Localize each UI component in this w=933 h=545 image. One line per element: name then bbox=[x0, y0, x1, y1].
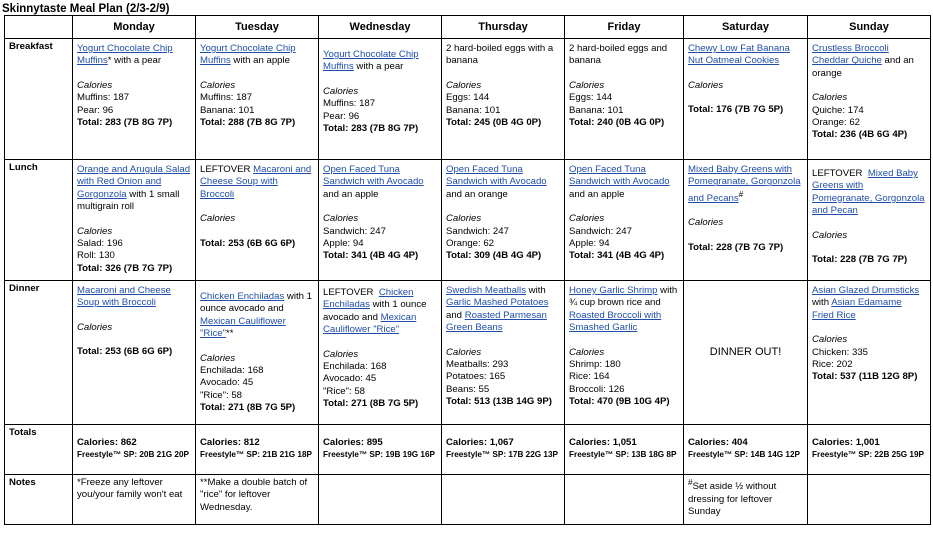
meal-text: with ¾ cup brown rice and bbox=[569, 285, 678, 309]
calories-label: Calories bbox=[688, 79, 724, 91]
recipe-link[interactable]: Mexican Cauliflower "Rice" bbox=[323, 311, 417, 336]
calories-label: Calories bbox=[569, 213, 605, 225]
calorie-line: "Rice": 58 bbox=[323, 385, 366, 397]
meal-total: Total: 228 (7B 7G 7P) bbox=[812, 254, 908, 266]
row-label-totals: Totals bbox=[5, 425, 73, 475]
note-text: Set aside ½ without dressing for leftover Sunday bbox=[688, 481, 777, 517]
meal-total: Total: 470 (9B 10G 4P) bbox=[569, 396, 670, 408]
meal-total: Total: 271 (8B 7G 5P) bbox=[323, 398, 419, 410]
notes-row bbox=[5, 475, 931, 525]
meal-total: Total: 245 (0B 4G 0P) bbox=[446, 117, 542, 129]
meal-text: and bbox=[446, 309, 465, 321]
calories-label: Calories bbox=[200, 352, 236, 364]
calories-label: Calories bbox=[446, 346, 482, 358]
recipe-link[interactable]: Macaroni and Cheese Soup with Broccoli bbox=[77, 285, 171, 309]
day-header-wednesday: Wednesday bbox=[319, 16, 442, 39]
note-monday: *Freeze any leftover you/your family won't eat bbox=[73, 475, 196, 525]
breakfast-monday bbox=[73, 39, 196, 160]
meal-text: with bbox=[526, 285, 546, 296]
day-calories: Calories: 812 bbox=[200, 437, 260, 448]
meal-text: and an orange bbox=[812, 55, 914, 79]
totals-monday bbox=[73, 425, 196, 475]
lunch-friday bbox=[565, 160, 684, 281]
row-label-lunch: Lunch bbox=[5, 160, 73, 281]
calories-label: Calories bbox=[77, 79, 113, 91]
calorie-line: Muffins: 187 bbox=[323, 98, 376, 110]
dinner-row bbox=[5, 281, 931, 425]
day-smartpoints: Freestyle™ SP: 20B 21G 20P bbox=[77, 450, 189, 460]
row-label-notes: Notes bbox=[5, 475, 73, 525]
meal-total: Total: 309 (4B 4G 4P) bbox=[446, 250, 542, 262]
recipe-link[interactable]: Orange and Arugula Salad with Red Onion and Gorgonzola bbox=[77, 164, 191, 200]
day-header-sunday: Sunday bbox=[808, 16, 931, 39]
recipe-link[interactable]: Open Faced Tuna Sandwich with Avocado bbox=[569, 164, 670, 188]
calorie-line: Orange: 62 bbox=[812, 117, 861, 129]
meal-text: with bbox=[812, 297, 832, 309]
calorie-line: Potatoes: 165 bbox=[446, 371, 506, 383]
breakfast-row bbox=[5, 39, 931, 160]
day-smartpoints: Freestyle™ SP: 19B 19G 16P bbox=[323, 450, 435, 460]
calorie-line: Sandwich: 247 bbox=[569, 225, 632, 237]
meal-text: * with a pear bbox=[107, 55, 162, 67]
lunch-row bbox=[5, 160, 931, 281]
meal-text: with 1 ounce avocado and bbox=[323, 299, 427, 323]
recipe-link[interactable]: Asian Glazed Drumsticks bbox=[812, 285, 920, 296]
calorie-line: Rice: 164 bbox=[569, 371, 610, 383]
meal-text: and an apple bbox=[323, 188, 379, 200]
note-thursday bbox=[442, 475, 565, 525]
totals-sunday bbox=[808, 425, 931, 475]
lunch-saturday bbox=[684, 160, 808, 281]
day-smartpoints: Freestyle™ SP: 13B 18G 8P bbox=[569, 450, 677, 460]
dinner-tuesday bbox=[196, 281, 319, 425]
recipe-link[interactable]: Chicken Enchiladas bbox=[200, 291, 285, 302]
calorie-line: Broccoli: 126 bbox=[569, 383, 625, 395]
calorie-line: Eggs: 144 bbox=[446, 92, 490, 104]
recipe-link[interactable]: Garlic Mashed Potatoes bbox=[446, 297, 549, 309]
day-calories: Calories: 1,067 bbox=[446, 437, 514, 448]
day-header-thursday: Thursday bbox=[442, 16, 565, 39]
breakfast-saturday bbox=[684, 39, 808, 160]
note-tuesday: **Make a double batch of "rice" for leftover Wednesday. bbox=[196, 475, 319, 525]
recipe-link[interactable]: Macaroni and Cheese Soup with Broccoli bbox=[200, 164, 312, 200]
calories-label: Calories bbox=[569, 346, 605, 358]
calories-label: Calories bbox=[200, 213, 236, 225]
calories-label: Calories bbox=[812, 334, 848, 346]
recipe-link[interactable]: Yogurt Chocolate Chip Muffins bbox=[200, 43, 296, 67]
breakfast-thursday bbox=[442, 39, 565, 160]
meal-text: 2 hard-boiled eggs with a banana bbox=[446, 43, 554, 67]
meal-total: Total: 228 (7B 7G 7P) bbox=[688, 241, 784, 253]
calorie-line: Avocado: 45 bbox=[200, 377, 254, 389]
calories-label: Calories bbox=[77, 225, 113, 237]
meal-total: Total: 253 (6B 6G 6P) bbox=[77, 346, 173, 358]
day-calories: Calories: 862 bbox=[77, 437, 137, 448]
calorie-line: Salad: 196 bbox=[77, 238, 123, 250]
corner-cell bbox=[5, 16, 73, 39]
totals-tuesday bbox=[196, 425, 319, 475]
meal-text: 2 hard-boiled eggs and banana bbox=[569, 43, 668, 67]
day-header-monday: Monday bbox=[73, 16, 196, 39]
day-smartpoints: Freestyle™ SP: 17B 22G 13P bbox=[446, 450, 558, 460]
calorie-line: Beans: 55 bbox=[446, 383, 490, 395]
calories-label: Calories bbox=[446, 79, 482, 91]
dinner-friday bbox=[565, 281, 684, 425]
dinner-saturday: DINNER OUT! bbox=[684, 281, 808, 425]
totals-saturday bbox=[684, 425, 808, 475]
page-title: Skinnytaste Meal Plan (2/3-2/9) bbox=[2, 3, 170, 15]
leftover-label: LEFTOVER bbox=[323, 287, 379, 298]
note-friday bbox=[565, 475, 684, 525]
dinner-thursday bbox=[442, 281, 565, 425]
meal-text: with an apple bbox=[230, 55, 290, 67]
recipe-link[interactable]: Yogurt Chocolate Chip Muffins bbox=[323, 49, 419, 73]
footnote-mark: ** bbox=[226, 328, 234, 340]
meal-total: Total: 253 (6B 6G 6P) bbox=[200, 237, 296, 249]
breakfast-wednesday bbox=[319, 39, 442, 160]
note-wednesday bbox=[319, 475, 442, 525]
meal-total: Total: 283 (7B 8G 7P) bbox=[77, 117, 173, 129]
day-calories: Calories: 1,051 bbox=[569, 437, 637, 448]
meal-text: and an apple bbox=[569, 188, 625, 200]
dinner-sunday bbox=[808, 281, 931, 425]
calorie-line: Pear: 96 bbox=[77, 104, 114, 116]
meal-total: Total: 341 (4B 4G 4P) bbox=[323, 250, 419, 262]
recipe-link[interactable]: Open Faced Tuna Sandwich with Avocado bbox=[446, 164, 547, 188]
recipe-link[interactable]: Roasted Broccoli with Smashed Garlic bbox=[569, 309, 662, 334]
calories-label: Calories bbox=[812, 92, 848, 104]
calories-label: Calories bbox=[77, 321, 113, 333]
lunch-monday bbox=[73, 160, 196, 281]
totals-friday bbox=[565, 425, 684, 475]
day-header-tuesday: Tuesday bbox=[196, 16, 319, 39]
calorie-line: Muffins: 187 bbox=[77, 92, 130, 104]
meal-total: Total: 326 (7B 7G 7P) bbox=[77, 262, 173, 274]
calorie-line: Banana: 101 bbox=[446, 104, 501, 116]
day-calories: Calories: 895 bbox=[323, 437, 383, 448]
calories-label: Calories bbox=[446, 213, 482, 225]
row-label-breakfast: Breakfast bbox=[5, 39, 73, 160]
totals-row bbox=[5, 425, 931, 475]
header-row bbox=[5, 16, 931, 39]
calorie-line: Banana: 101 bbox=[569, 104, 624, 116]
breakfast-friday bbox=[565, 39, 684, 160]
meal-total: Total: 176 (7B 7G 5P) bbox=[688, 104, 784, 116]
totals-thursday bbox=[442, 425, 565, 475]
calories-label: Calories bbox=[323, 85, 359, 97]
calories-label: Calories bbox=[323, 213, 359, 225]
leftover-label: LEFTOVER bbox=[812, 168, 868, 179]
calorie-line: Apple: 94 bbox=[323, 238, 364, 250]
meal-total: Total: 283 (7B 8G 7P) bbox=[323, 123, 419, 135]
footnote-mark: # bbox=[738, 189, 744, 199]
meal-total: Total: 341 (4B 4G 4P) bbox=[569, 250, 665, 262]
calorie-line: Quiche: 174 bbox=[812, 104, 864, 116]
meal-total: Total: 240 (0B 4G 0P) bbox=[569, 117, 665, 129]
meal-total: Total: 537 (11B 12G 8P) bbox=[812, 371, 918, 383]
recipe-link[interactable]: Chicken Enchiladas bbox=[323, 287, 414, 311]
day-calories: Calories: 404 bbox=[688, 437, 748, 448]
calorie-line: Sandwich: 247 bbox=[323, 225, 386, 237]
meal-text: with a pear bbox=[353, 61, 404, 73]
calorie-line: Muffins: 187 bbox=[200, 92, 253, 104]
breakfast-tuesday bbox=[196, 39, 319, 160]
meal-plan-table bbox=[4, 15, 931, 525]
meal-total: Total: 513 (13B 14G 9P) bbox=[446, 396, 552, 408]
day-calories: Calories: 1,001 bbox=[812, 437, 880, 448]
dinner-monday bbox=[73, 281, 196, 425]
calories-label: Calories bbox=[323, 348, 359, 360]
meal-text: with 1 small multigrain roll bbox=[77, 188, 180, 213]
meal-total: Total: 288 (7B 8G 7P) bbox=[200, 117, 296, 129]
day-header-friday: Friday bbox=[565, 16, 684, 39]
calories-label: Calories bbox=[200, 79, 236, 91]
calorie-line: Apple: 94 bbox=[569, 238, 610, 250]
recipe-link[interactable]: Honey Garlic Shrimp bbox=[569, 285, 658, 296]
calorie-line: Avocado: 45 bbox=[323, 373, 377, 385]
footnote-mark: # bbox=[688, 478, 693, 487]
calorie-line: Eggs: 144 bbox=[569, 92, 613, 104]
day-smartpoints: Freestyle™ SP: 14B 14G 12P bbox=[688, 450, 800, 460]
calorie-line: "Rice": 58 bbox=[200, 389, 243, 401]
meal-total: Total: 271 (8B 7G 5P) bbox=[200, 402, 296, 414]
calorie-line: Shrimp: 180 bbox=[569, 359, 621, 371]
calories-label: Calories bbox=[812, 229, 848, 241]
breakfast-sunday bbox=[808, 39, 931, 160]
note-saturday bbox=[684, 475, 808, 525]
recipe-link[interactable]: Asian Edamame Fried Rice bbox=[812, 297, 902, 321]
recipe-link[interactable]: Yogurt Chocolate Chip Muffins bbox=[77, 43, 173, 67]
totals-wednesday bbox=[319, 425, 442, 475]
recipe-link[interactable]: Open Faced Tuna Sandwich with Avocado bbox=[323, 164, 424, 188]
day-header-saturday: Saturday bbox=[684, 16, 808, 39]
recipe-link[interactable]: Chewy Low Fat Banana Nut Oatmeal Cookies bbox=[688, 43, 790, 67]
recipe-link[interactable]: Crustless Broccoli Cheddar Quiche bbox=[812, 43, 889, 67]
calorie-line: Roll: 130 bbox=[77, 250, 115, 262]
calorie-line: Enchilada: 168 bbox=[323, 361, 387, 373]
lunch-thursday bbox=[442, 160, 565, 281]
dinner-wednesday bbox=[319, 281, 442, 425]
calorie-line: Meatballs: 293 bbox=[446, 359, 509, 371]
recipe-link[interactable]: Swedish Meatballs bbox=[446, 285, 526, 296]
lunch-tuesday bbox=[196, 160, 319, 281]
meal-text: and an orange bbox=[446, 188, 508, 200]
meal-text: with 1 ounce avocado and bbox=[200, 291, 312, 315]
day-smartpoints: Freestyle™ SP: 21B 21G 18P bbox=[200, 450, 312, 460]
calorie-line: Enchilada: 168 bbox=[200, 365, 264, 377]
recipe-link[interactable]: Mixed Baby Greens with Pomegranate, Gorgonzola and Pecans bbox=[688, 164, 801, 204]
note-sunday bbox=[808, 475, 931, 525]
meal-total: Total: 236 (4B 6G 4P) bbox=[812, 129, 908, 141]
calorie-line: Pear: 96 bbox=[323, 110, 360, 122]
calories-label: Calories bbox=[688, 217, 724, 229]
calorie-line: Banana: 101 bbox=[200, 104, 255, 116]
calorie-line: Sandwich: 247 bbox=[446, 225, 509, 237]
day-smartpoints: Freestyle™ SP: 22B 25G 19P bbox=[812, 450, 924, 460]
recipe-link[interactable]: Mexican Cauliflower "Rice" bbox=[200, 315, 286, 340]
lunch-wednesday bbox=[319, 160, 442, 281]
leftover-label: LEFTOVER bbox=[200, 164, 254, 175]
calorie-line: Orange: 62 bbox=[446, 238, 495, 250]
lunch-sunday bbox=[808, 160, 931, 281]
row-label-dinner: Dinner bbox=[5, 281, 73, 425]
calories-label: Calories bbox=[569, 79, 605, 91]
recipe-link[interactable]: Mixed Baby Greens with Pomegranate, Gorgonzola and Pecan bbox=[812, 168, 925, 217]
calorie-line: Chicken: 335 bbox=[812, 346, 868, 358]
recipe-link[interactable]: Roasted Parmesan Green Beans bbox=[446, 309, 547, 334]
calorie-line: Rice: 202 bbox=[812, 359, 853, 371]
